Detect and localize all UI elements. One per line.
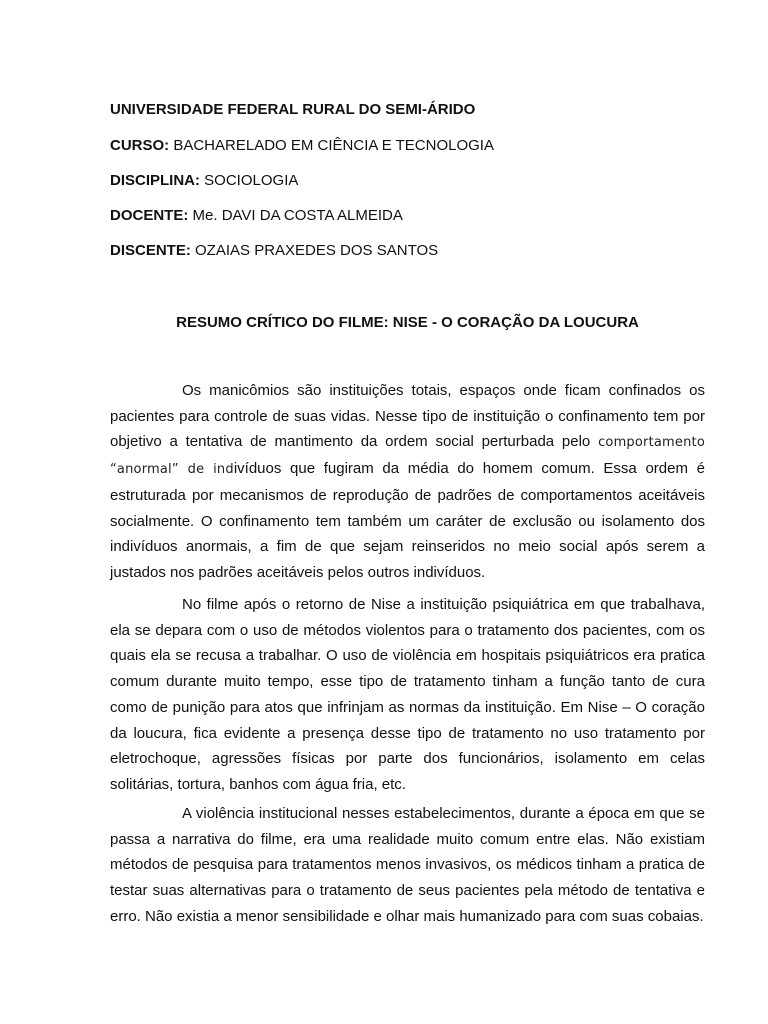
student-label: DISCENTE:	[110, 242, 191, 259]
course-label: CURSO:	[110, 137, 170, 154]
teacher-value: Me. DAVI DA COSTA ALMEIDA	[192, 207, 403, 224]
course-line	[110, 137, 494, 155]
course-value: BACHARELADO EM CIÊNCIA E TECNOLOGIA	[173, 137, 494, 154]
teacher-line	[110, 207, 403, 225]
student-line	[110, 242, 438, 260]
discipline-label: DISCIPLINA:	[110, 172, 200, 189]
discipline-line	[110, 172, 298, 190]
student-value: OZAIAS PRAXEDES DOS SANTOS	[195, 242, 439, 259]
paragraph-2	[110, 592, 705, 798]
university-name-text: UNIVERSIDADE FEDERAL RURAL DO SEMI-ÁRIDO	[110, 101, 476, 118]
paragraph-1	[110, 378, 705, 586]
teacher-label: DOCENTE:	[110, 207, 189, 224]
paragraph-3-text: A violência institucional nesses estabelecimentos, durante a época em que se passa a narrativa do filme, era uma realidade muito comum entre elas. Não existiam métodos de pesquisa para tratamentos menos invasivos, os médicos tinham a pratica de testar suas alternativas para o tratamento de seus pacientes pela método de tentativa e erro. Não existia a menor sensibilidade e olhar mais humanizado para com suas cobaias.	[110, 805, 705, 925]
document-title: RESUMO CRÍTICO DO FILME: NISE - O CORAÇÃO DA LOUCURA	[176, 314, 639, 331]
paragraph-3	[110, 801, 705, 930]
paragraph-1-text-c: ivíduos que fugiram da média do homem comum. Essa ordem é estruturada por mecanismos de reprodução de padrões de comportamentos aceitáveis socialmente. O confinamento tem também um caráter de exclusão ou isolamento dos indivíduos anormais, a fim de que sejam reinseridos no meio social após serem a justados nos padrões aceitáveis pelos outros indivíduos.	[110, 460, 705, 581]
paragraph-2-text: No filme após o retorno de Nise a instituição psiquiátrica em que trabalhava, ela se depara com o uso de métodos violentos para o tratamento dos pacientes, com os quais ela se recusa a trabalhar. O uso de violência em hospitais psiquiátricos era pratica comum durante muito tempo, esse tipo de tratamento tinham a função tanto de cura como de punição para atos que infrinjam as normas da instituição. Em Nise – O coração da loucura, fica evidente a presença desse tipo de tratamento no uso tratamento por eletrochoque, agressões físicas por parte dos funcionários, isolamento em celas solitárias, tortura, banhos com água fria, etc.	[110, 596, 705, 793]
discipline-value: SOCIOLOGIA	[204, 172, 299, 189]
university-name	[110, 101, 475, 119]
paragraph-1-text-b: comportamento “anormal” de ind	[110, 435, 705, 478]
paragraph-1-text-a: Os manicômios são instituições totais, espaços onde ficam confinados os pacientes para controle de suas vidas. Nesse tipo de instituição o confinamento tem por objetivo a tentativa de mantimento da ordem social perturbada pelo	[110, 382, 705, 451]
